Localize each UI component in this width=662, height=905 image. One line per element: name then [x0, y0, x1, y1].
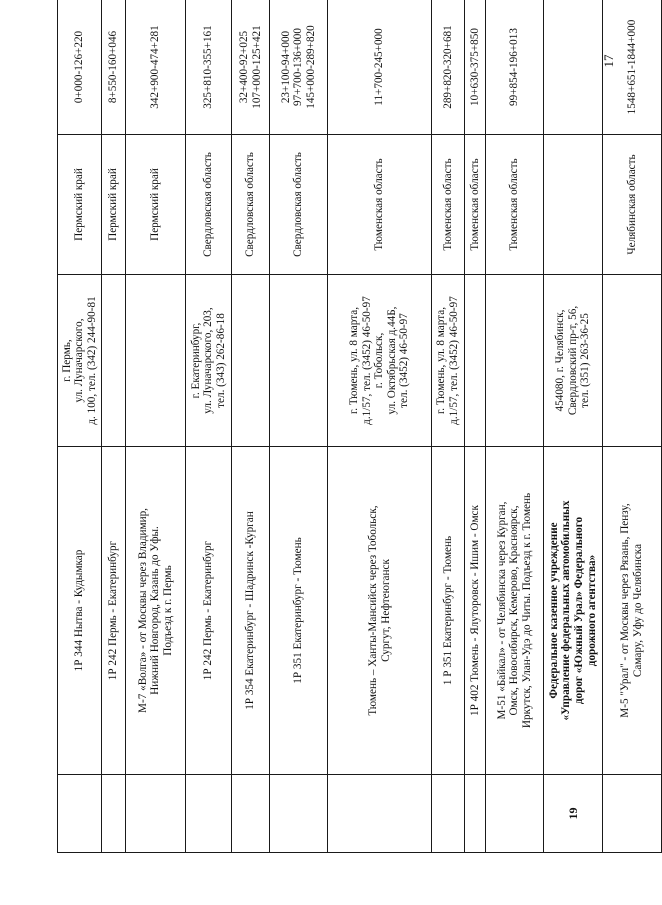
- row-number-cell: [58, 775, 102, 853]
- address-cell: [465, 275, 486, 447]
- road-name-cell: [126, 447, 186, 775]
- region-cell: [603, 135, 662, 275]
- row-number-cell: [603, 775, 662, 853]
- km-range-cell: [328, 0, 432, 135]
- km-range-cell-text: 325+810-355+161: [202, 25, 215, 109]
- row-number-cell: [465, 775, 486, 853]
- km-range-cell-text: 10+630-375+850: [468, 28, 481, 106]
- region-cell: [465, 135, 486, 275]
- region-cell: [328, 135, 432, 275]
- address-cell: [186, 275, 232, 447]
- table-row: [270, 0, 328, 853]
- road-name-cell-text: 1Р 242 Пермь - Екатеринбург: [107, 540, 120, 681]
- address-cell: [126, 275, 186, 447]
- address-cell: [232, 275, 270, 447]
- region-cell: [270, 135, 328, 275]
- table-row: [432, 0, 465, 853]
- region-cell-text: Тюменская область: [468, 158, 481, 251]
- address-cell: [432, 275, 465, 447]
- roads-table: [57, 0, 662, 853]
- row-number-cell: [186, 775, 232, 853]
- row-number-cell: [102, 775, 126, 853]
- road-name-cell-text: 1Р 402 Тюмень - Ялуторовск - Ишим - Омск: [468, 505, 481, 716]
- address-cell-text: г. Тюмень, ул. 8 марта, д.1/57, тел. (3452) 46-50-97: [435, 296, 460, 425]
- region-cell-text: Челябинская область: [625, 154, 638, 255]
- region-cell: [186, 135, 232, 275]
- km-range-cell-text: 8+550-160+046: [107, 30, 120, 104]
- road-name-cell: [270, 447, 328, 775]
- km-range-cell-text: 11+700-245+000: [373, 28, 386, 106]
- road-name-cell-text: 1Р 354 Екатеринбург - Шадринск -Курган: [244, 511, 257, 710]
- address-cell: [270, 275, 328, 447]
- region-cell: [432, 135, 465, 275]
- table-row: [486, 0, 544, 853]
- table-row: [126, 0, 186, 853]
- region-cell: [102, 135, 126, 275]
- km-range-cell: [465, 0, 486, 135]
- road-name-cell-text: Федеральное казенное учреждение «Управление федеральных автомобильных дорог «Южный Урал» Федерального дорожного агентства»: [547, 500, 598, 721]
- region-cell-text: Пермский край: [107, 168, 120, 241]
- table-row: [232, 0, 270, 853]
- row-number-cell: [328, 775, 432, 853]
- row-number-cell: [544, 775, 603, 853]
- road-name-cell: [232, 447, 270, 775]
- region-cell-text: Тюменская область: [373, 158, 386, 251]
- km-range-cell: [232, 0, 270, 135]
- address-cell: [486, 275, 544, 447]
- row-number-cell: [270, 775, 328, 853]
- table-row: [465, 0, 486, 853]
- km-range-cell: [486, 0, 544, 135]
- road-name-cell: [603, 447, 662, 775]
- address-cell: [102, 275, 126, 447]
- region-cell-text: Свердловская область: [244, 152, 257, 257]
- road-name-cell: [102, 447, 126, 775]
- road-name-cell-text: 1 Р 351 Екатеринбург - Тюмень: [441, 535, 454, 686]
- region-cell-text: Пермский край: [149, 168, 162, 241]
- road-name-cell: [432, 447, 465, 775]
- table-row: [603, 0, 662, 853]
- km-range-cell-text: 99+854-196+013: [508, 28, 521, 106]
- row-number-cell: [432, 775, 465, 853]
- km-range-cell: [186, 0, 232, 135]
- region-cell: [126, 135, 186, 275]
- row-number-cell: [486, 775, 544, 853]
- km-range-cell: [102, 0, 126, 135]
- region-cell: [58, 135, 102, 275]
- table-row: [102, 0, 126, 853]
- km-range-cell-text: 0+000-126+220: [73, 30, 86, 104]
- region-cell-text: Тюменская область: [441, 158, 454, 251]
- km-range-cell: [58, 0, 102, 135]
- km-range-cell-text: 342+900-474+281: [149, 25, 162, 109]
- row-number-cell: [232, 775, 270, 853]
- road-name-cell: [328, 447, 432, 775]
- km-range-cell: [126, 0, 186, 135]
- road-name-cell-text: М-51 «Байкал» - от Челябинска через Курган, Омск, Новосибирск, Кемерово, Красноярск, Иркутск, Улан-Удэ до Читы. Подъезд к г. Тюмень: [495, 492, 533, 729]
- region-cell-text: Свердловская область: [292, 152, 305, 257]
- region-cell-text: Пермский край: [73, 168, 86, 241]
- rotated-page: [57, 0, 644, 853]
- table-row: [186, 0, 232, 853]
- page-number: 17: [601, 54, 616, 68]
- km-range-cell-text: 32+400-92+025 107+000-125+421: [237, 25, 263, 109]
- road-name-cell: [465, 447, 486, 775]
- km-range-cell: [432, 0, 465, 135]
- address-cell: [328, 275, 432, 447]
- address-cell: [544, 275, 603, 447]
- table-row: [58, 0, 102, 853]
- road-name-cell: [186, 447, 232, 775]
- region-cell: [486, 135, 544, 275]
- region-cell-text: Свердловская область: [202, 152, 215, 257]
- region-cell: [544, 135, 603, 275]
- row-number-cell: [126, 775, 186, 853]
- km-range-cell-text: 23+100-94+000 97+700-136+000 145+000-289+820: [279, 25, 317, 109]
- road-name-cell-text: 1Р 242 Пермь - Екатеринбург: [202, 540, 215, 681]
- road-name-cell-text: Тюмень – Ханты-Мансийск через Тобольск, Сургут, Нефтеюганск: [366, 505, 392, 716]
- km-range-cell-text: 1548+651-1844+000: [625, 19, 638, 115]
- address-cell: [603, 275, 662, 447]
- km-range-cell-text: 289+820-320+681: [441, 25, 454, 109]
- address-cell-text: г. Тюмень, ул. 8 марта, д.1/57, тел. (3452) 46-50-97 г. Тобольск, ул. Октябрьская д.44Б, тел. (3452) 46-50-97: [348, 296, 411, 425]
- road-name-cell-text: 1Р 351 Екатеринбург - Тюмень: [292, 537, 305, 684]
- road-name-cell-text: М-7 «Волга» - от Москвы через Владимир, Нижний Новгород, Казань до Уфы. Подъезд к г. Пермь: [136, 508, 174, 713]
- table-row: [544, 0, 603, 853]
- address-cell-text: г. Пермь, ул. Луначарского, д. 100, тел. (342) 244-90-81: [60, 296, 98, 425]
- address-cell-text: 454080, г. Челябинск, Свердловский пр-т, 56, тел. (351) 263-36-25: [554, 305, 592, 416]
- region-cell-text: Тюменская область: [508, 158, 521, 251]
- row-number-cell-text: 19: [565, 807, 580, 820]
- road-name-cell: [544, 447, 603, 775]
- road-name-cell: [58, 447, 102, 775]
- table-row: [328, 0, 432, 853]
- road-name-cell-text: 1Р 344 Нытва - Кудымкар: [73, 549, 86, 672]
- road-name-cell-text: М-5 "Урал" - от Москвы через Рязань, Пензу, Самару, Уфу до Челябинска: [619, 503, 644, 718]
- address-cell: [58, 275, 102, 447]
- road-name-cell: [486, 447, 544, 775]
- address-cell-text: г. Екатеринбург, ул. Луначарского, 203, тел. (343) 262-86-18: [189, 307, 227, 414]
- region-cell: [232, 135, 270, 275]
- km-range-cell: [270, 0, 328, 135]
